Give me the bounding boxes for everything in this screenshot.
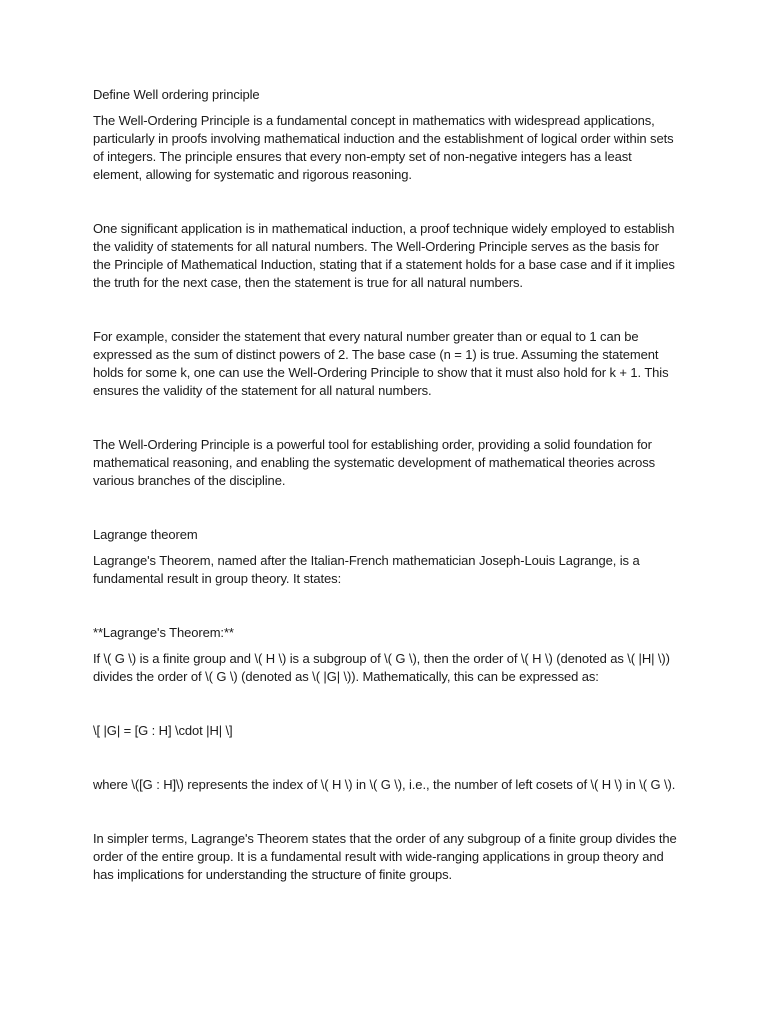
paragraph-induction: One significant application is in mathematical induction, a proof technique widely employed to establish the validity of statements for all natural numbers. The Well-Ordering Principle serves as the basis for the Principle of Mathematical Induction, stating that if a statement holds for a base case and if it implies the truth for the next case, then the statement is true for all natural numbers.	[93, 221, 679, 290]
paragraph-summary: The Well-Ordering Principle is a powerful tool for establishing order, providing a solid foundation for mathematical reasoning, and enabling the systematic development of mathematical theories across various branches of the discipline.	[93, 437, 659, 488]
paragraph-example: For example, consider the statement that every natural number greater than or equal to 1 can be expressed as the sum of distinct powers of 2. The base case (n = 1) is true. Assuming the statement holds for some k, one can use the Well-Ordering Principle to show that it must also hold for k + 1. This ensures the validity of the statement for all natural numbers.	[93, 329, 672, 398]
document-page	[93, 86, 681, 884]
paragraph-theorem-statement: If \( G \) is a finite group and \( H \) is a subgroup of \( G \), then the order of \( H \) (denoted as \( |H| \)) divides the order of \( G \) (denoted as \( |G| \)). Mathematically, this can be expressed as:	[93, 651, 674, 684]
paragraph-index-explanation: where \([G : H]\) represents the index of \( H \) in \( G \), i.e., the number of left cosets of \( H \) in \( G \).	[93, 777, 676, 792]
paragraph-lagrange-intro: Lagrange's Theorem, named after the Italian-French mathematician Joseph-Louis Lagrange, is a fundamental result in group theory. It states:	[93, 553, 644, 586]
paragraph-intro: The Well-Ordering Principle is a fundamental concept in mathematics with widespread applications, particularly in proofs involving mathematical induction and the establishment of logical order within sets of integers. The principle ensures that every non-empty set of non-negative integers has a least element, allowing for systematic and rigorous reasoning.	[93, 113, 677, 182]
paragraph-simpler-terms: In simpler terms, Lagrange's Theorem states that the order of any subgroup of a finite group divides the order of the entire group. It is a fundamental result with wide-ranging applications in group theory and has implications for understanding the structure of finite groups.	[93, 831, 681, 882]
document-body	[93, 86, 681, 884]
heading-lagrange: Lagrange theorem	[93, 527, 198, 542]
heading-well-ordering: Define Well ordering principle	[93, 87, 260, 102]
paragraph-theorem-label: **Lagrange's Theorem:**	[93, 625, 234, 640]
paragraph-formula: \[ |G| = [G : H] \cdot |H| \]	[93, 723, 233, 738]
